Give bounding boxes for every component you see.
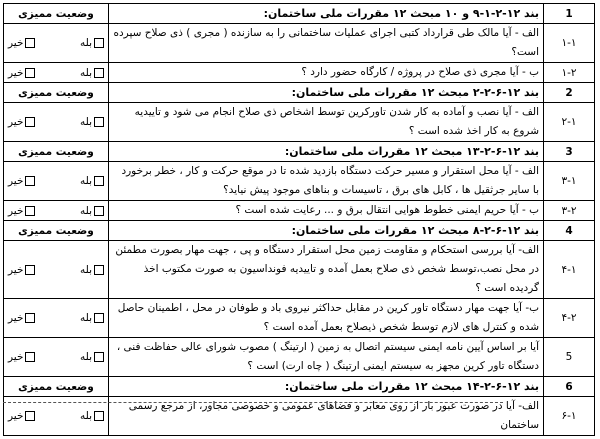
item-number: 5 [544,338,595,377]
no-checkbox[interactable] [25,68,35,78]
yes-checkbox[interactable] [94,38,104,48]
yes-option[interactable] [80,116,104,128]
checklist-item-row [4,162,595,201]
question-text: الف- آیا بررسی استحکام و مقاومت زمین محل استقرار دستگاه و پی ، جهت مهار بصورت مطمئن در محل نصب،توسط شخص ذی صلاح بعمل آمده و تاییدیه فونداسیون به صورت مکتوب اخذ گردیده است ؟ [109,241,544,299]
section-header-row [4,4,595,24]
audit-status-options [4,24,109,63]
audit-status-options [4,63,109,83]
yes-label: بله [79,175,92,187]
yes-label: بله [79,351,92,363]
question-text: الف - آیا نصب و آماده به کار شدن تاورکرین توسط اشخاص ذی صلاح انجام می شود و تاییدیه شروع به کار اخذ شده است ؟ [109,103,544,142]
no-label: خیر [8,351,24,363]
section-title: بند ۱۲-۶-۲-۱۳ مبحث ۱۲ مقررات ملی ساختمان: [109,142,544,162]
yes-checkbox[interactable] [94,68,104,78]
audit-status-options [4,162,109,201]
yes-checkbox[interactable] [94,313,104,323]
no-label: خیر [8,410,24,422]
yes-option[interactable] [80,175,104,187]
no-option[interactable] [8,37,35,49]
yes-checkbox[interactable] [94,176,104,186]
question-text: الف - آیا محل استقرار و مسیر حرکت دستگاه بازدید شده تا در موقع حرکت و کار ، خطر برخورد با سایر جرثقیل ها ، کابل های برق ، تاسیسات و بناهای موجود پیش نیاید؟ [109,162,544,201]
no-checkbox[interactable] [25,38,35,48]
audit-status-options [4,338,109,377]
no-option[interactable] [8,264,35,276]
no-label: خیر [8,312,24,324]
section-number: 4 [544,221,595,241]
question-text: الف- آیا در صورت عبور بار از روی معابر و فضاهای عمومی و خصوصی مجاور، از مرجع رسمی ساختمان [109,397,544,436]
question-text: الف - آیا مالک طی قرارداد کتبی اجرای عملیات ساختمانی را به سازنده ( مجری ) ذی صلاح سپرده است؟ [109,24,544,63]
no-label: خیر [8,66,24,79]
section-number: 3 [544,142,595,162]
yes-option[interactable] [80,37,104,49]
item-number: ۲-۱ [544,103,595,142]
yes-option[interactable] [80,312,104,324]
no-checkbox[interactable] [25,352,35,362]
audit-status-header: وضعیت ممیزی [4,142,109,162]
no-option[interactable] [8,312,35,324]
yes-checkbox[interactable] [94,117,104,127]
yes-label: بله [79,204,92,217]
audit-status-options [4,103,109,142]
checklist-item-row [4,63,595,83]
audit-status-header: وضعیت ممیزی [4,4,109,24]
yes-label: بله [79,312,92,324]
question-text: ب - آیا مجری ذی صلاح در پروژه / کارگاه حضور دارد ؟ [109,63,544,83]
no-option[interactable] [8,67,35,79]
no-label: خیر [8,116,24,128]
yes-checkbox[interactable] [94,352,104,362]
question-text: ب- آیا جهت مهار دستگاه تاور کرین در مقابل حداکثر نیروی باد و طوفان در محل ، اطمینان حاصل شده و کنترل های لازم توسط شخص ذیصلاح بعمل آمده است ؟ [109,299,544,338]
section-header-row [4,377,595,397]
section-header-row [4,83,595,103]
section-title: بند ۱۲-۶-۲-۱۴ مبحث ۱۲ مقررات ملی ساختمان: [109,377,544,397]
audit-status-options [4,241,109,299]
item-number: ۳-۱ [544,162,595,201]
yes-option[interactable] [80,205,104,217]
checklist-item-row [4,241,595,299]
no-option[interactable] [8,410,35,422]
audit-status-header: وضعیت ممیزی [4,83,109,103]
item-number: ۶-۱ [544,397,595,436]
checklist-item-row [4,299,595,338]
yes-checkbox[interactable] [94,265,104,275]
yes-option[interactable] [80,67,104,79]
yes-checkbox[interactable] [94,411,104,421]
no-checkbox[interactable] [25,176,35,186]
section-number: 1 [544,4,595,24]
no-option[interactable] [8,351,35,363]
question-text: آیا بر اساس آیین نامه ایمنی سیستم اتصال به زمین ( ارتینگ ) مصوب شورای عالی حفاظت فنی ، دستگاه تاور کرین مجهز به سیستم ایمنی ارتینگ ( چاه ارت) است ؟ [109,338,544,377]
section-header-row [4,142,595,162]
checklist-item-row [4,338,595,377]
no-option[interactable] [8,116,35,128]
yes-checkbox[interactable] [94,206,104,216]
yes-option[interactable] [80,410,104,422]
yes-label: بله [79,263,92,276]
yes-label: بله [79,37,92,49]
section-number: 2 [544,83,595,103]
audit-status-options [4,299,109,338]
audit-checklist-table [3,3,595,436]
yes-option[interactable] [80,351,104,363]
no-checkbox[interactable] [25,206,35,216]
no-checkbox[interactable] [25,265,35,275]
yes-option[interactable] [80,264,104,276]
no-label: خیر [8,204,24,217]
page-cut-line [3,402,503,403]
audit-status-options [4,201,109,221]
checklist-item-row [4,24,595,63]
section-number: 6 [544,377,595,397]
no-label: خیر [8,37,24,49]
item-number: ۳-۲ [544,201,595,221]
checklist-item-row [4,103,595,142]
item-number: ۴-۲ [544,299,595,338]
no-option[interactable] [8,205,35,217]
no-checkbox[interactable] [25,117,35,127]
section-title: بند ۱۲-۲-۱-۹ و ۱۰ مبحث ۱۲ مقررات ملی ساختمان: [109,4,544,24]
audit-status-header: وضعیت ممیزی [4,221,109,241]
item-number: ۱-۱ [544,24,595,63]
question-text: ب - آیا حریم ایمنی خطوط هوایی انتقال برق و ... رعایت شده است ؟ [109,201,544,221]
no-checkbox[interactable] [25,313,35,323]
checklist-item-row [4,201,595,221]
section-title: بند ۱۲-۶-۲-۲ مبحث ۱۲ مقررات ملی ساختمان: [109,83,544,103]
no-checkbox[interactable] [25,411,35,421]
item-number: ۴-۱ [544,241,595,299]
no-label: خیر [8,175,24,187]
yes-label: بله [79,116,92,128]
yes-label: بله [79,66,92,79]
section-title: بند ۱۲-۶-۲-۸ مبحث ۱۲ مقررات ملی ساختمان: [109,221,544,241]
no-label: خیر [8,263,24,276]
item-number: ۱-۲ [544,63,595,83]
yes-label: بله [79,410,92,422]
audit-status-header: وضعیت ممیزی [4,377,109,397]
section-header-row [4,221,595,241]
no-option[interactable] [8,175,35,187]
